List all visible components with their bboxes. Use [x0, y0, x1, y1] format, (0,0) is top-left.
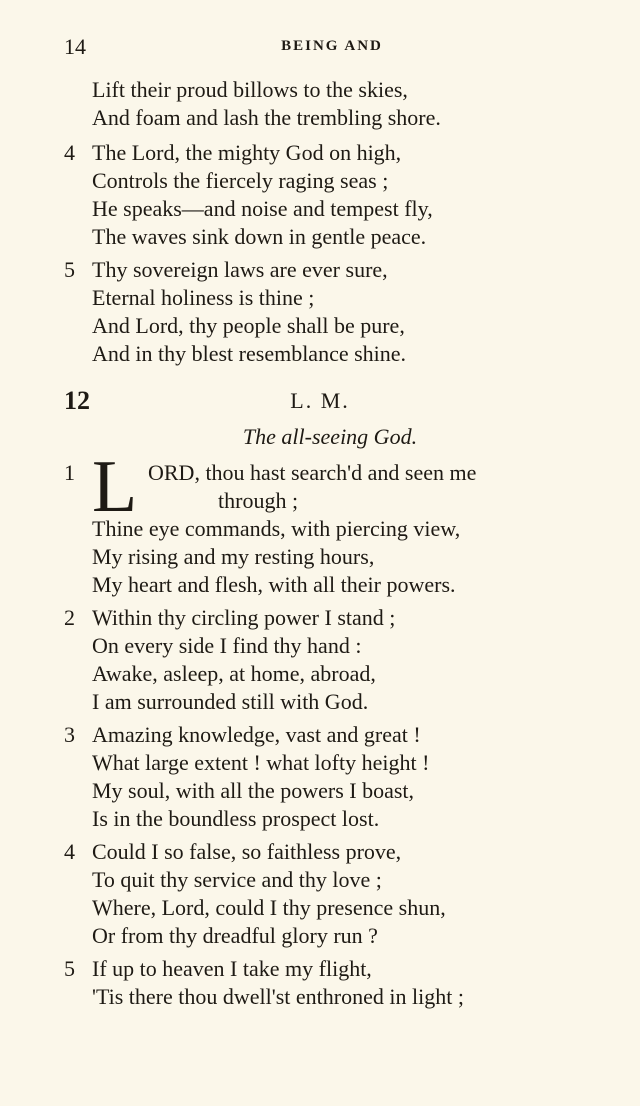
verse-line: On every side I find thy hand : [92, 633, 362, 658]
stanza-number: 2 [64, 605, 75, 630]
running-head: BEING AND [281, 38, 383, 54]
hymn-meter: L. M. [290, 388, 350, 413]
stanza-number: 1 [64, 460, 75, 485]
verse-line: Awake, asleep, at home, abroad, [92, 661, 376, 686]
drop-cap: L [92, 446, 138, 528]
verse-line: He speaks—and noise and tempest fly, [92, 196, 433, 221]
verse-line: Eternal holiness is thine ; [92, 285, 315, 310]
verse-line: Within thy circling power I stand ; [92, 605, 396, 630]
verse-line: Thine eye commands, with piercing view, [92, 516, 461, 541]
verse-line: What large extent ! what lofty height ! [92, 750, 430, 775]
verse-line: The waves sink down in gentle peace. [92, 224, 427, 249]
stanza-number: 5 [64, 956, 75, 981]
stanza-number: 4 [64, 140, 75, 165]
stanza-number: 3 [64, 722, 75, 747]
verse-line: Thy sovereign laws are ever sure, [92, 257, 388, 282]
verse-line: And foam and lash the trembling shore. [92, 105, 441, 130]
verse-line: 'Tis there thou dwell'st enthroned in light ; [92, 984, 464, 1009]
verse-line: The Lord, the mighty God on high, [92, 140, 402, 165]
verse-line: To quit thy service and thy love ; [92, 867, 382, 892]
verse-line: Where, Lord, could I thy presence shun, [92, 895, 446, 920]
verse-line: And in thy blest resemblance shine. [92, 341, 407, 366]
stanza-number: 4 [64, 839, 75, 864]
verse-line: ORD, thou hast search'd and seen me [148, 460, 477, 485]
verse-line: And Lord, thy people shall be pure, [92, 313, 405, 338]
verse-line: My rising and my resting hours, [92, 544, 375, 569]
verse-line: Amazing knowledge, vast and great ! [92, 722, 421, 747]
verse-line: Or from thy dreadful glory run ? [92, 923, 378, 948]
verse-line: My soul, with all the powers I boast, [92, 778, 415, 803]
stanza-number: 5 [64, 257, 75, 282]
verse-line: Lift their proud billows to the skies, [92, 77, 408, 102]
verse-line: My heart and flesh, with all their powers. [92, 572, 456, 597]
page-number: 14 [64, 34, 86, 59]
verse-line: Could I so false, so faithless prove, [92, 839, 402, 864]
verse-line: through ; [218, 488, 299, 513]
hymn-number: 12 [64, 386, 90, 415]
page-header [64, 34, 600, 62]
verse-line: Is in the boundless prospect lost. [92, 806, 380, 831]
verse-line: Controls the fiercely raging seas ; [92, 168, 389, 193]
verse-line: I am surrounded still with God. [92, 689, 369, 714]
hymn-title: The all-seeing God. [242, 424, 418, 449]
verse-line: If up to heaven I take my flight, [92, 956, 372, 981]
